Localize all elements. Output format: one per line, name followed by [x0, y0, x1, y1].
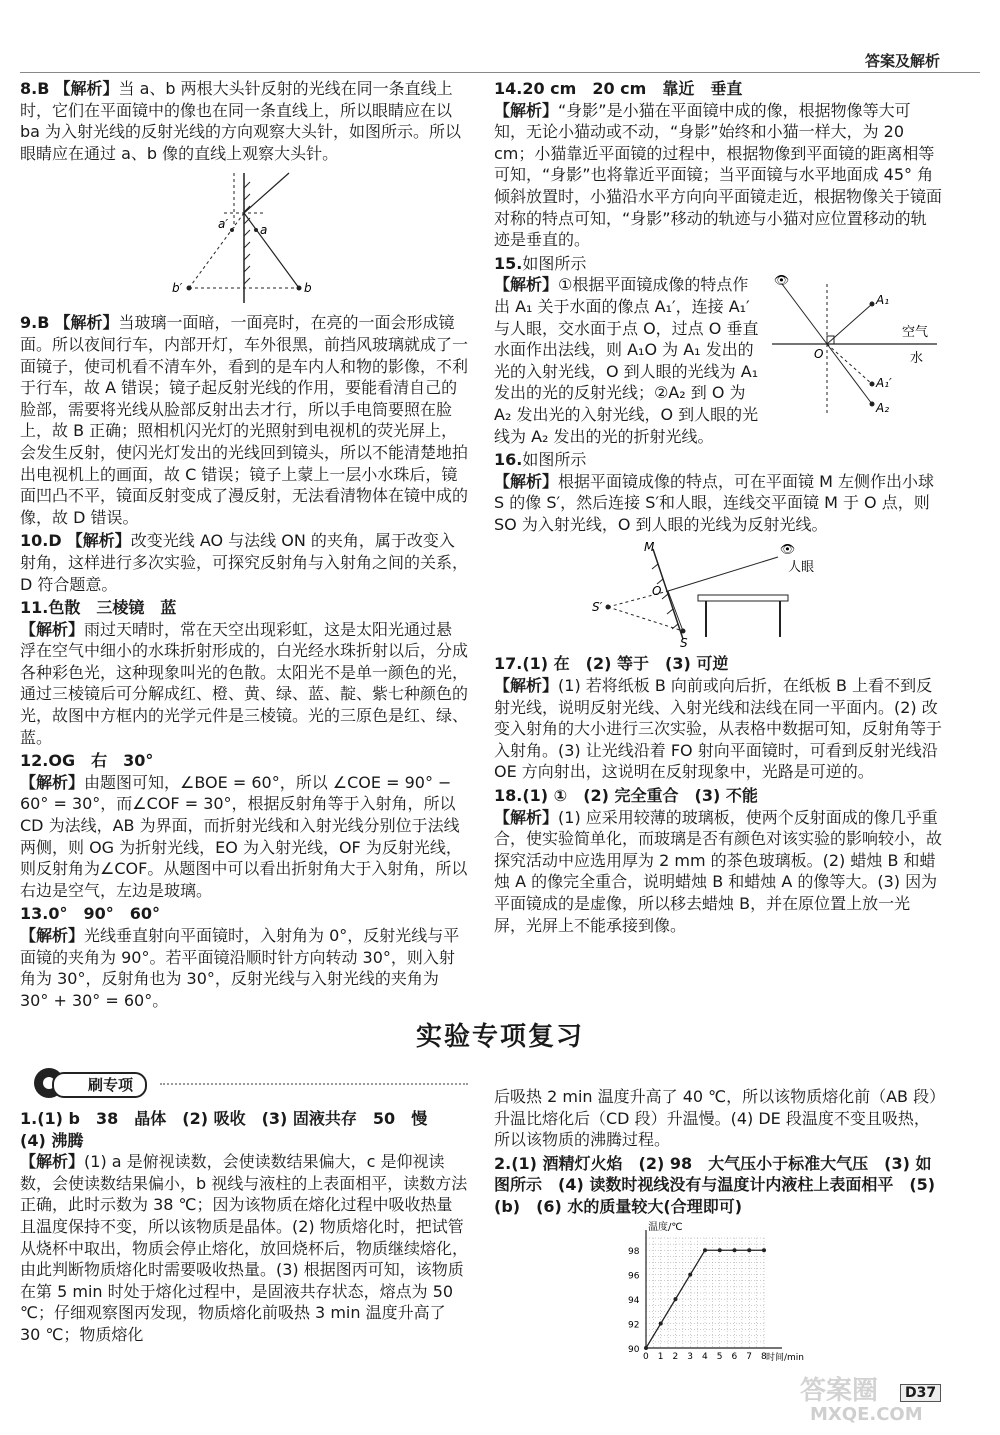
data-point: [644, 1346, 648, 1350]
data-point: [674, 1297, 678, 1301]
x-tick-label: 0: [643, 1351, 649, 1362]
label-b-prime: b′: [172, 281, 183, 296]
section-title: 实验专项复习: [415, 1022, 584, 1052]
badge-label: 刷专项: [52, 1072, 147, 1098]
x-tick-label: 2: [672, 1351, 679, 1362]
section-badge: [20, 1072, 468, 1096]
data-point: [733, 1248, 737, 1252]
svg-text:O: O: [652, 584, 662, 599]
svg-text:O: O: [814, 347, 824, 362]
lower-left-column: [20, 1108, 468, 1348]
label-b: b: [304, 281, 312, 296]
figure-q8-mirror: [164, 168, 324, 308]
question-16: 16.如图所示 【解析】根据平面镜成像的特点，可在平面镜 M 左侧作出小球 S 的像 S′，然后连接 S′和人眼，连线交平面镜 M 于 O 点，则 SO 为入射光线，O 到人眼的光线为反射光线。: [494, 450, 934, 534]
eye-icon: 👁: [780, 542, 796, 557]
question-10: 10.D 【解析】改变光线 AO 与法线 ON 的夹角，属于改变入射角，这样进行多次实验，可探究反射角与入射角之间的关系，D 符合题意。: [20, 531, 469, 594]
svg-text:S: S: [680, 636, 688, 650]
question-14: 14.20 cm 20 cm 靠近 垂直 【解析】“身影”是小猫在平面镜中成的像，根据物像等大可知，无论小猫动或不动，“身影”始终和小猫一样大，为 20 cm；小猫靠近平面镜的过程中，根据物像到平面镜的距离相等可知，“身影”也将靠近平面镜；当平面镜与水平地面成 45° 角倾斜放置时，小猫沿水平方向向平面镜走近，根据物像关于镜面对称的特点可知，“身影”移动的轨迹与小猫对应位置移动的轨迹是垂直的。: [494, 79, 943, 250]
header-rule: [20, 72, 980, 73]
question-18: 18.(1) ① (2) 完全重合 (3) 不能 【解析】(1) 应采用较薄的玻璃板，使两个反射面成的像几乎重合，使实验简单化，而玻璃是否有颜色对该实验的影响较小，故探究活动中应选用厚为 2 mm 的茶色玻璃板。(2) 蜡烛 B 和蜡烛 A 的像完全重合，说明蜡烛 B 和蜡烛 A 的像等大。(3) 因为平面镜成的是虚像，所以移去蜡烛 B，并在原位置上放一光屏，光屏上不能承接到像。: [494, 786, 943, 935]
svg-text:S′: S′: [592, 600, 603, 615]
data-point: [747, 1248, 751, 1252]
question-9: 9.B 【解析】当玻璃一面暗，一面亮时，在亮的一面会形成镜面。所以夜间行车，内部开灯，车外很黑，前挡风玻璃就成了一面镜子，使司机看不清车外，看到的是车内人和物的影像，不利于行车，故 A 错误；镜子起反射光线的作用，要能看清自己的脸部，需要将光线从脸部反射出去才行，所以手电筒要照在脸上，故 B 正确；照相机闪光灯的光照射到电视机的荧光屏上，会发生反射，使闪光灯发出的光线回到镜头，所以不能清楚地拍出电视机上的画面，故 C 错误；镜子上蒙上一层小水珠后，镜面凹凸不平，镜面反射变成了漫反射，无法看清物体在镜中成的像，故 D 错误。: [20, 313, 469, 527]
question-12: 12.OG 右 30° 【解析】由题图可知，∠BOE = 60°，所以 ∠COE = 90° − 60° = 30°，而∠COF = 30°，根据反射角等于入射角，所以 CD 为法线，AB 为界面，而折射光线和入射光线分别位于法线两侧，则 OG 为折射光线，EO 为入射光线，OF 为反射光线，则反射角为∠COF。从题图中可以看出折射角大于入射角，所以右边是空气，左边是玻璃。: [20, 751, 468, 900]
x-axis-label: 时间/min: [766, 1352, 805, 1363]
lower-right-column: [494, 1086, 942, 1375]
data-point: [718, 1248, 722, 1252]
x-tick-label: 7: [746, 1351, 752, 1362]
dotted-divider: [160, 1083, 468, 1085]
watermark-url: MXQE.COM: [810, 1404, 923, 1425]
question-11: 11.色散 三棱镜 蓝 【解析】雨过天晴时，常在天空出现彩虹，这是太阳光通过悬浮在空气中细小的水珠折射形成的，白光经水珠折射以后，分成各种彩色光，这种现象叫光的色散。太阳光不是单一颜色的光，通过三棱镜后可分解成红、橙、黄、绿、蓝、靛、紫七种颜色的光，故图中方框内的光学元件是三棱镜。光的三原色是红、绿、蓝。: [20, 598, 469, 747]
svg-text:M: M: [644, 540, 655, 555]
series-line: [646, 1250, 764, 1348]
svg-text:水: 水: [910, 351, 924, 367]
svg-text:空气: 空气: [902, 325, 929, 341]
figure-q15-water-surface: [762, 274, 942, 424]
right-column: [494, 78, 942, 938]
eye-icon: 👁: [774, 274, 790, 288]
x-tick-label: 4: [702, 1351, 708, 1362]
x-tick-label: 1: [657, 1351, 664, 1362]
page-header: 答案及解析: [864, 52, 940, 70]
data-point: [762, 1248, 766, 1252]
page-number: D37: [900, 1384, 941, 1402]
x-tick-label: 8: [761, 1351, 767, 1362]
svg-text:人眼: 人眼: [788, 560, 815, 576]
y-axis-label: 温度/℃: [648, 1221, 683, 1233]
y-tick-label: 98: [628, 1246, 640, 1257]
y-tick-label: 94: [628, 1295, 640, 1306]
question-8: 8.B 【解析】当 a、b 两根大头针反射的光线在同一条直线上时，它们在平面镜中的像也在同一条直线上，所以眼睛应在以 ba 为入射光线的反射光线的方向观察大头针，如图所示。所以眼睛应在通过 a、b 像的直线上观察大头针。: [20, 79, 462, 163]
y-tick-label: 92: [628, 1320, 640, 1331]
watermark-logo: 答案圈: [800, 1376, 879, 1406]
y-tick-label: 90: [628, 1344, 640, 1355]
svg-text:A₂: A₂: [876, 401, 890, 416]
x-tick-label: 5: [716, 1351, 723, 1362]
figure-q16-mirror-ball: [588, 539, 848, 649]
experiment-2: 2.(1) 酒精灯火焰 (2) 98 大气压小于标准大气压 (3) 如图所示 (4) 读数时视线没有与温度计内液柱上表面相平 (5) (b) (6) 水的质量较大(合理即可): [494, 1153, 936, 1216]
question-13: 13.0° 90° 60° 【解析】光线垂直射向平面镜时，入射角为 0°，反射光线与平面镜的夹角为 90°。若平面镜沿顺时针方向转动 30°，则入射角为 30°，反射角也为 30°，反射光线与入射光线的夹角为 30° + 30° = 60°。: [20, 904, 460, 1010]
label-a: a: [260, 223, 268, 238]
experiment-1: 1.(1) b 38 晶体 (2) 吸收 (3) 固液共存 50 慢 (4) 沸腾 【解析】(1) a 是俯视读数，会使读数结果偏大，c 是仰视读数，会使读数结果偏小，b 视线与液柱的上表面相平，读数方法正确，此时示数为 38 ℃；因为该物质在熔化过程中吸收热量且温度保持不变，所以该物质是晶体。(2) 物质熔化时，把试管从烧杯中取出，物质会停止熔化，放回烧杯后，物质继续熔化，由此判断物质熔化时需要吸收热量。(3) 根据图丙可知，该物质在第 5 min 时处于熔化过程中，是固液共存状态，熔点为 50 ℃；仔细观察图丙发现，物质熔化前吸热 3 min 温度升高了 30 ℃；物质熔化: [20, 1109, 469, 1344]
data-point: [688, 1272, 692, 1276]
question-15: 15.如图所示 【解析】①根据平面镜成像的特点作出 A₁ 关于水面的像点 A₁′，连接 A₁′与人眼，交水面于点 O，过点 O 垂直水面作出法线，则 A₁O 为 A₁ 发出的光的入射光线，O 到人眼的光线为 A₁ 发出的光的反射光线；②A₂ 到 O 为 A₂ 发出光的入射光线，O 到人眼的光线为 A₂ 发出的光的折射光线。 👁 A₁ A₁′ A₂ O 空气 水: [494, 253, 942, 447]
x-tick-label: 6: [731, 1351, 738, 1362]
experiment-1-continued: 后吸热 2 min 温度升高了 40 ℃，所以该物质熔化前（AB 段）升温比熔化后（CD 段）升温慢。(4) DE 段温度不变且吸热，所以该物质的沸腾过程。: [494, 1087, 938, 1150]
data-point: [659, 1321, 663, 1325]
boiling-temperature-chart: [624, 1220, 824, 1370]
left-column: [20, 78, 468, 1013]
question-17: 17.(1) 在 (2) 等于 (3) 可逆 【解析】(1) 若将纸板 B 向前或向后折，在纸板 B 上看不到反射光线，说明反射光线、入射光线和法线在同一平面内。(2) 改变入射角的大小进行三次实验，从表格中数据可知，反射角等于入射角。(3) 让光线沿着 FO 射向平面镜时，可看到反射光线沿 OE 方向射出，这说明在反射现象中，光路是可逆的。: [494, 654, 943, 782]
svg-text:A₁′: A₁′: [876, 376, 892, 391]
label-a-prime: a′: [218, 217, 229, 232]
svg-text:A₁: A₁: [876, 293, 890, 308]
x-tick-label: 3: [687, 1351, 693, 1362]
data-point: [703, 1248, 707, 1252]
y-tick-label: 96: [628, 1271, 640, 1282]
